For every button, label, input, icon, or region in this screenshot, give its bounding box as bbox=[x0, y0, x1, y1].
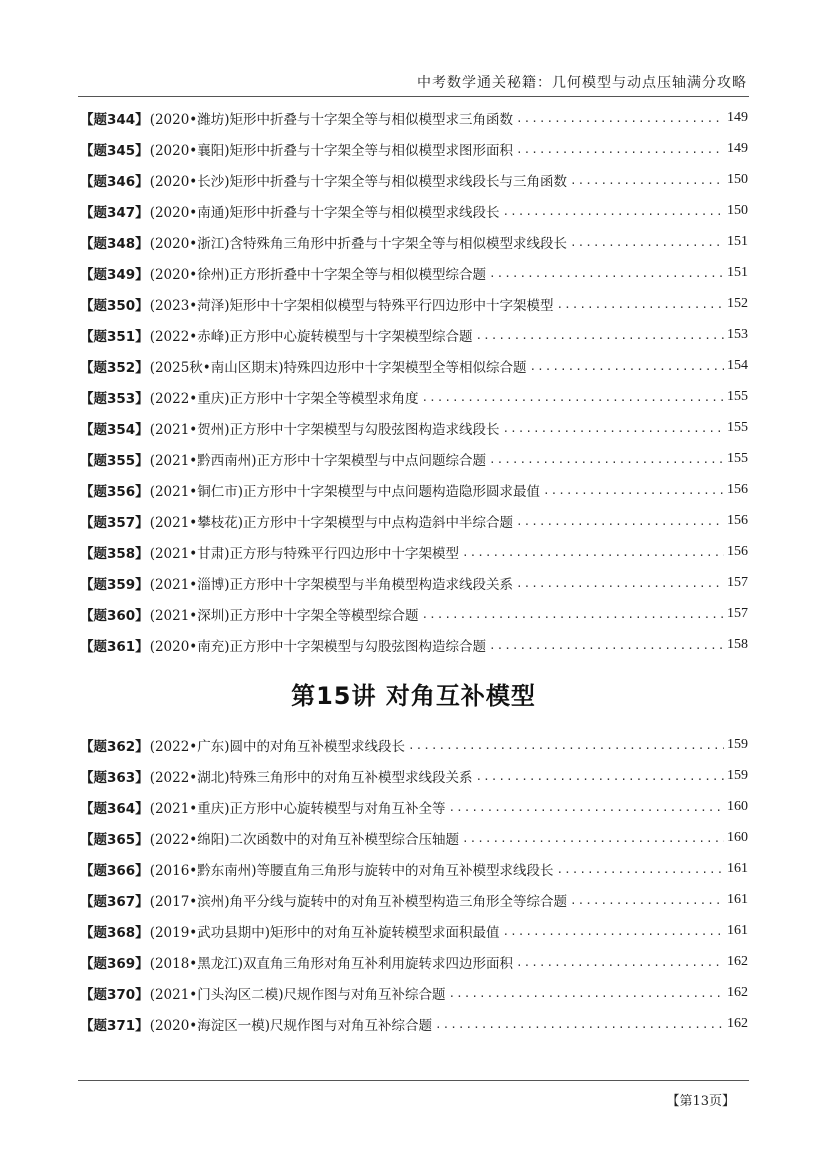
toc-entry-number: 【题358】 bbox=[80, 545, 149, 562]
toc-entry-title: (2017•滨州)角平分线与旋转中的对角互补模型构造三角形全等综合题 bbox=[149, 893, 568, 910]
toc-entry-title: (2020•襄阳)矩形中折叠与十字架全等与相似模型求图形面积 bbox=[149, 142, 514, 159]
toc-entry[interactable] bbox=[80, 977, 748, 1008]
toc-entry[interactable] bbox=[80, 791, 748, 822]
toc-entry[interactable] bbox=[80, 536, 748, 567]
toc-entry-page: 160 bbox=[727, 798, 748, 814]
toc-dot-leader bbox=[503, 925, 724, 938]
toc-entry[interactable] bbox=[80, 822, 748, 853]
toc-entry-title: (2020•长沙)矩形中折叠与十字架全等与相似模型求线段长与三角函数 bbox=[149, 173, 568, 190]
toc-entry-title: (2021•门头沟区二模)尺规作图与对角互补综合题 bbox=[149, 986, 446, 1003]
toc-dot-leader bbox=[489, 267, 724, 280]
toc-entry-number: 【题352】 bbox=[80, 359, 149, 376]
toc-entry[interactable] bbox=[80, 884, 748, 915]
toc-dot-leader bbox=[462, 832, 724, 845]
toc-dot-leader bbox=[516, 515, 724, 528]
toc-dot-leader bbox=[489, 453, 724, 466]
toc-entry-page: 149 bbox=[727, 140, 748, 156]
toc-entry-number: 【题364】 bbox=[80, 800, 149, 817]
toc-entry-page: 153 bbox=[727, 326, 748, 342]
toc-list-section-14 bbox=[80, 102, 748, 660]
toc-entry-title: (2021•甘肃)正方形与特殊平行四边形中十字架模型 bbox=[149, 545, 460, 562]
toc-entry-title: (2016•黔东南州)等腰直角三角形与旋转中的对角互补模型求线段长 bbox=[149, 862, 554, 879]
toc-entry-page: 162 bbox=[727, 953, 748, 969]
toc-entry-page: 158 bbox=[727, 636, 748, 652]
section-heading: 第15讲 对角互补模型 bbox=[291, 682, 536, 710]
toc-entry-number: 【题370】 bbox=[80, 986, 149, 1003]
toc-entry-number: 【题344】 bbox=[80, 111, 149, 128]
toc-dot-leader bbox=[557, 298, 724, 311]
toc-entry-page: 162 bbox=[727, 984, 748, 1000]
toc-entry[interactable] bbox=[80, 288, 748, 319]
toc-dot-leader bbox=[516, 577, 724, 590]
toc-entry-number: 【题355】 bbox=[80, 452, 149, 469]
toc-entry-title: (2022•赤峰)正方形中心旋转模型与十字架模型综合题 bbox=[149, 328, 473, 345]
toc-dot-leader bbox=[570, 894, 724, 907]
toc-dot-leader bbox=[489, 639, 724, 652]
toc-entry[interactable] bbox=[80, 567, 748, 598]
toc-entry-number: 【题357】 bbox=[80, 514, 149, 531]
toc-entry-title: (2021•淄博)正方形中十字架模型与半角模型构造求线段关系 bbox=[149, 576, 514, 593]
toc-entry-title: (2021•贺州)正方形中十字架模型与勾股弦图构造求线段长 bbox=[149, 421, 500, 438]
toc-entry-page: 161 bbox=[727, 891, 748, 907]
toc-entry[interactable] bbox=[80, 853, 748, 884]
toc-entry-title: (2022•湖北)特殊三角形中的对角互补模型求线段关系 bbox=[149, 769, 473, 786]
toc-entry[interactable] bbox=[80, 946, 748, 977]
toc-entry-page: 149 bbox=[727, 109, 748, 125]
toc-entry[interactable] bbox=[80, 474, 748, 505]
toc-dot-leader bbox=[557, 863, 724, 876]
toc-entry-page: 159 bbox=[727, 736, 748, 752]
toc-dot-leader bbox=[422, 391, 724, 404]
toc-dot-leader bbox=[408, 739, 724, 752]
page-number: 【第13页】 bbox=[666, 1094, 735, 1109]
book-title: 中考数学通关秘籍：几何模型与动点压轴满分攻略 bbox=[417, 75, 747, 91]
toc-entry[interactable] bbox=[80, 443, 748, 474]
toc-entry-page: 161 bbox=[727, 922, 748, 938]
header-divider bbox=[78, 96, 749, 97]
toc-entry-number: 【题351】 bbox=[80, 328, 149, 345]
toc-dot-leader bbox=[462, 546, 724, 559]
toc-entry-title: (2020•潍坊)矩形中折叠与十字架全等与相似模型求三角函数 bbox=[149, 111, 514, 128]
toc-entry-title: (2021•攀枝花)正方形中十字架模型与中点构造斜中半综合题 bbox=[149, 514, 514, 531]
toc-entry-title: (2021•黔西南州)正方形中十字架模型与中点问题综合题 bbox=[149, 452, 487, 469]
toc-entry-title: (2021•深圳)正方形中十字架全等模型综合题 bbox=[149, 607, 419, 624]
toc-entry-number: 【题347】 bbox=[80, 204, 149, 221]
toc-entry[interactable] bbox=[80, 350, 748, 381]
toc-dot-leader bbox=[449, 987, 724, 1000]
toc-entry-title: (2021•重庆)正方形中心旋转模型与对角互补全等 bbox=[149, 800, 446, 817]
toc-entry-number: 【题348】 bbox=[80, 235, 149, 252]
toc-entry-title: (2020•海淀区一模)尺规作图与对角互补综合题 bbox=[149, 1017, 433, 1034]
toc-entry-number: 【题369】 bbox=[80, 955, 149, 972]
toc-dot-leader bbox=[543, 484, 724, 497]
toc-dot-leader bbox=[530, 360, 724, 373]
footer-divider bbox=[78, 1080, 749, 1081]
toc-dot-leader bbox=[516, 112, 724, 125]
toc-entry-number: 【题366】 bbox=[80, 862, 149, 879]
toc-dot-leader bbox=[449, 801, 724, 814]
toc-entry-title: (2018•黑龙江)双直角三角形对角互补利用旋转求四边形面积 bbox=[149, 955, 514, 972]
toc-entry[interactable] bbox=[80, 164, 748, 195]
toc-entry[interactable] bbox=[80, 598, 748, 629]
toc-entry-title: (2020•南通)矩形中折叠与十字架全等与相似模型求线段长 bbox=[149, 204, 500, 221]
toc-entry-title: (2020•南充)正方形中十字架模型与勾股弦图构造综合题 bbox=[149, 638, 487, 655]
toc-entry-number: 【题356】 bbox=[80, 483, 149, 500]
toc-dot-leader bbox=[570, 174, 724, 187]
toc-dot-leader bbox=[570, 236, 724, 249]
toc-entry[interactable] bbox=[80, 629, 748, 660]
toc-entry-page: 150 bbox=[727, 202, 748, 218]
toc-entry-number: 【题359】 bbox=[80, 576, 149, 593]
toc-entry-number: 【题368】 bbox=[80, 924, 149, 941]
toc-entry-number: 【题371】 bbox=[80, 1017, 149, 1034]
toc-entry-page: 151 bbox=[727, 264, 748, 280]
toc-entry-page: 157 bbox=[727, 574, 748, 590]
toc-entry[interactable] bbox=[80, 1008, 748, 1039]
toc-entry[interactable] bbox=[80, 505, 748, 536]
toc-entry[interactable] bbox=[80, 381, 748, 412]
toc-entry-title: (2023•菏泽)矩形中十字架相似模型与特殊平行四边形中十字架模型 bbox=[149, 297, 554, 314]
toc-entry-page: 157 bbox=[727, 605, 748, 621]
toc-entry-number: 【题365】 bbox=[80, 831, 149, 848]
toc-entry-page: 155 bbox=[727, 419, 748, 435]
toc-dot-leader bbox=[503, 205, 724, 218]
toc-entry-page: 156 bbox=[727, 543, 748, 559]
toc-entry-number: 【题363】 bbox=[80, 769, 149, 786]
toc-entry-page: 155 bbox=[727, 388, 748, 404]
toc-entry-title: (2020•浙江)含特殊角三角形中折叠与十字架全等与相似模型求线段长 bbox=[149, 235, 568, 252]
toc-entry[interactable] bbox=[80, 226, 748, 257]
toc-list-section-15 bbox=[80, 729, 748, 1039]
toc-entry-page: 161 bbox=[727, 860, 748, 876]
toc-entry-page: 160 bbox=[727, 829, 748, 845]
toc-entry[interactable] bbox=[80, 729, 748, 760]
toc-entry-page: 155 bbox=[727, 450, 748, 466]
toc-entry-number: 【题345】 bbox=[80, 142, 149, 159]
toc-entry[interactable] bbox=[80, 195, 748, 226]
toc-entry[interactable] bbox=[80, 319, 748, 350]
toc-entry-number: 【题353】 bbox=[80, 390, 149, 407]
toc-entry[interactable] bbox=[80, 412, 748, 443]
toc-entry-page: 159 bbox=[727, 767, 748, 783]
toc-entry-page: 152 bbox=[727, 295, 748, 311]
toc-entry-number: 【题360】 bbox=[80, 607, 149, 624]
toc-entry[interactable] bbox=[80, 760, 748, 791]
toc-dot-leader bbox=[503, 422, 724, 435]
toc-entry-title: (2022•绵阳)二次函数中的对角互补模型综合压轴题 bbox=[149, 831, 460, 848]
toc-entry-page: 156 bbox=[727, 481, 748, 497]
toc-entry-title: (2025秋•南山区期末)特殊四边形中十字架模型全等相似综合题 bbox=[149, 359, 527, 376]
toc-entry-page: 156 bbox=[727, 512, 748, 528]
toc-entry-title: (2019•武功县期中)矩形中的对角互补旋转模型求面积最值 bbox=[149, 924, 500, 941]
toc-entry-number: 【题354】 bbox=[80, 421, 149, 438]
toc-entry-page: 162 bbox=[727, 1015, 748, 1031]
toc-entry-number: 【题362】 bbox=[80, 738, 149, 755]
toc-entry[interactable] bbox=[80, 915, 748, 946]
toc-entry-number: 【题367】 bbox=[80, 893, 149, 910]
toc-entry-title: (2022•重庆)正方形中十字架全等模型求角度 bbox=[149, 390, 419, 407]
toc-entry-page: 151 bbox=[727, 233, 748, 249]
toc-dot-leader bbox=[435, 1018, 724, 1031]
toc-entry-number: 【题350】 bbox=[80, 297, 149, 314]
toc-dot-leader bbox=[516, 956, 724, 969]
toc-dot-leader bbox=[422, 608, 724, 621]
toc-entry-page: 150 bbox=[727, 171, 748, 187]
toc-dot-leader bbox=[516, 143, 724, 156]
toc-entry-number: 【题346】 bbox=[80, 173, 149, 190]
toc-dot-leader bbox=[476, 329, 724, 342]
toc-entry[interactable] bbox=[80, 133, 748, 164]
toc-entry[interactable] bbox=[80, 102, 748, 133]
toc-entry-title: (2020•徐州)正方形折叠中十字架全等与相似模型综合题 bbox=[149, 266, 487, 283]
toc-entry-number: 【题349】 bbox=[80, 266, 149, 283]
toc-entry-number: 【题361】 bbox=[80, 638, 149, 655]
toc-entry-title: (2021•铜仁市)正方形中十字架模型与中点问题构造隐形圆求最值 bbox=[149, 483, 541, 500]
toc-entry-page: 154 bbox=[727, 357, 748, 373]
toc-entry-title: (2022•广东)圆中的对角互补模型求线段长 bbox=[149, 738, 406, 755]
toc-dot-leader bbox=[476, 770, 724, 783]
toc-entry[interactable] bbox=[80, 257, 748, 288]
